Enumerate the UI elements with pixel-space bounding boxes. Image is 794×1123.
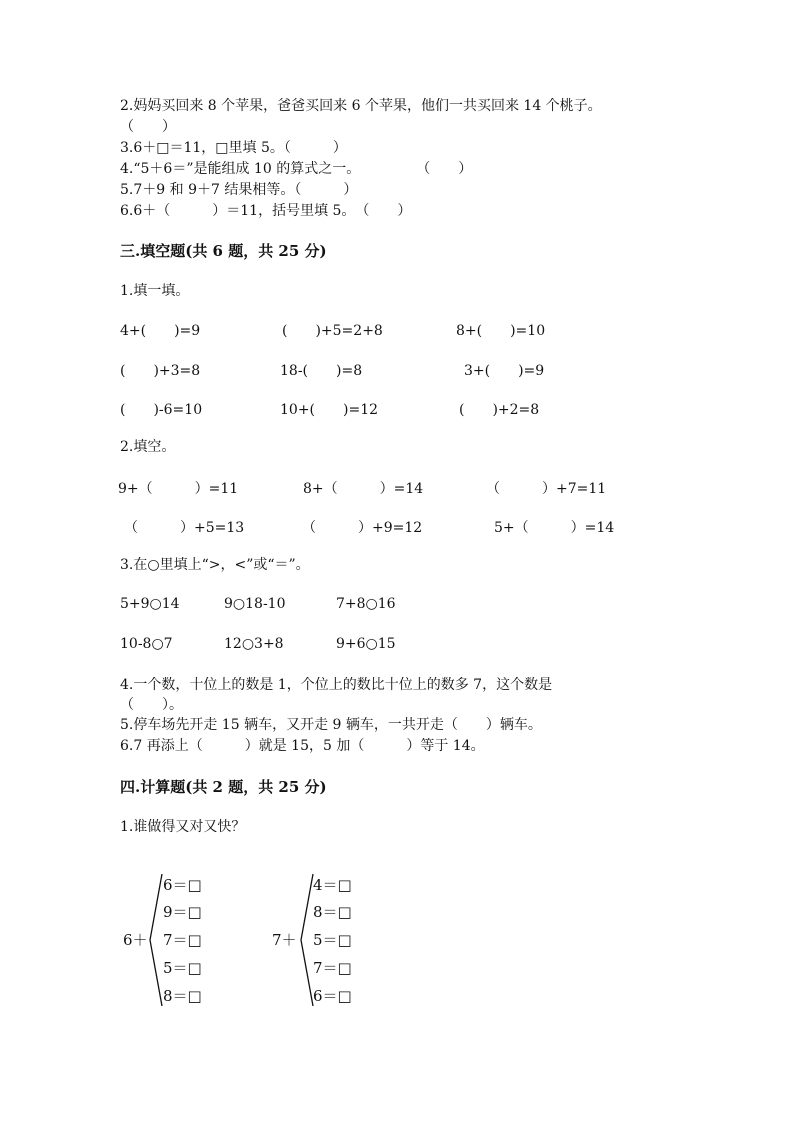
calc-tree-item[interactable]: 5＝□: [313, 931, 352, 949]
calc-tree-item[interactable]: 4＝□: [313, 876, 352, 894]
compare-cell[interactable]: 9○18-10: [224, 596, 286, 612]
calc-tree-item[interactable]: 7＝□: [313, 959, 352, 977]
fill-q4-text: 4.一个数，十位上的数是 1，个位上的数比十位上的数多 7，这个数是: [120, 677, 553, 693]
compare-cell[interactable]: 5+9○14: [120, 596, 180, 612]
fill-q2-cell[interactable]: （ ）+7=11: [486, 481, 607, 497]
fill-q1-cell[interactable]: ( )+3=8: [120, 363, 201, 379]
judge-q2-text: 2.妈妈买回来 8 个苹果，爸爸买回来 6 个苹果，他们一共买回来 14 个桃子。: [120, 98, 602, 114]
section-3-title: 三.填空题(共 6 题，共 25 分): [120, 242, 327, 260]
fill-q1-cell[interactable]: ( )+2=8: [459, 402, 540, 418]
fill-question-6: 6.7 再添上（ ）就是 15，5 加（ ）等于 14。: [120, 738, 485, 754]
fill-q1-cell[interactable]: 3+( )=9: [464, 363, 545, 379]
fill-q1-label: 1.填一填。: [120, 283, 190, 299]
fill-q3-label: 3.在○里填上“>，<”或“＝”。: [120, 557, 310, 573]
judge-question-4: 4.“5＋6＝”是能组成 10 的算式之一。 （ ）: [120, 161, 473, 177]
calc-tree-item[interactable]: 7＝□: [163, 931, 202, 949]
calc-tree-base: 6＋: [123, 931, 148, 949]
fill-q2-cell[interactable]: 5+（ ）=14: [494, 520, 615, 536]
section-4-title: 四.计算题(共 2 题，共 25 分): [120, 778, 327, 796]
fill-q1-cell[interactable]: 10+( )=12: [280, 402, 379, 418]
fill-q1-cell[interactable]: ( )+5=2+8: [282, 323, 383, 339]
judge-question-6: 6.6＋（ ）＝11，括号里填 5。 （ ）: [120, 203, 412, 219]
fill-q4-answer-bracket[interactable]: （ ）。: [120, 697, 183, 713]
fill-question-5: 5.停车场先开走 15 辆车，又开走 9 辆车，一共开走（ ）辆车。: [120, 717, 542, 733]
compare-cell[interactable]: 12○3+8: [224, 636, 284, 652]
compare-cell[interactable]: 10-8○7: [120, 636, 173, 652]
calc-tree-item[interactable]: 6＝□: [163, 876, 202, 894]
fill-q2-label: 2.填空。: [120, 439, 176, 455]
fill-q2-cell[interactable]: （ ）+9=12: [302, 520, 423, 536]
fill-q2-cell[interactable]: （ ）+5=13: [124, 520, 245, 536]
calc-q1-label: 1.谁做得又对又快？: [120, 819, 246, 835]
fill-q1-cell[interactable]: 4+( )=9: [120, 323, 201, 339]
fill-q1-cell[interactable]: ( )-6=10: [120, 402, 203, 418]
judge-question-3: 3.6＋□＝11，□里填 5。（ ）: [120, 140, 347, 156]
judge-q2-answer-bracket[interactable]: （ ）: [120, 119, 176, 135]
calc-tree-item[interactable]: 6＝□: [313, 987, 352, 1005]
calc-tree-item[interactable]: 5＝□: [163, 959, 202, 977]
fill-q2-cell[interactable]: 8+（ ）=14: [303, 481, 424, 497]
fill-q2-cell[interactable]: 9+（ ）=11: [118, 481, 239, 497]
calc-tree-item[interactable]: 9＝□: [163, 903, 202, 921]
fill-q1-cell[interactable]: 8+( )=10: [456, 323, 546, 339]
calc-tree-item[interactable]: 8＝□: [163, 987, 202, 1005]
compare-cell[interactable]: 9+6○15: [336, 636, 396, 652]
calc-tree-item[interactable]: 8＝□: [313, 903, 352, 921]
calc-tree-base: 7＋: [272, 931, 297, 949]
compare-cell[interactable]: 7+8○16: [336, 596, 396, 612]
fill-q1-cell[interactable]: 18-( )=8: [280, 363, 363, 379]
judge-question-5: 5.7＋9 和 9＋7 结果相等。（ ）: [120, 182, 358, 198]
